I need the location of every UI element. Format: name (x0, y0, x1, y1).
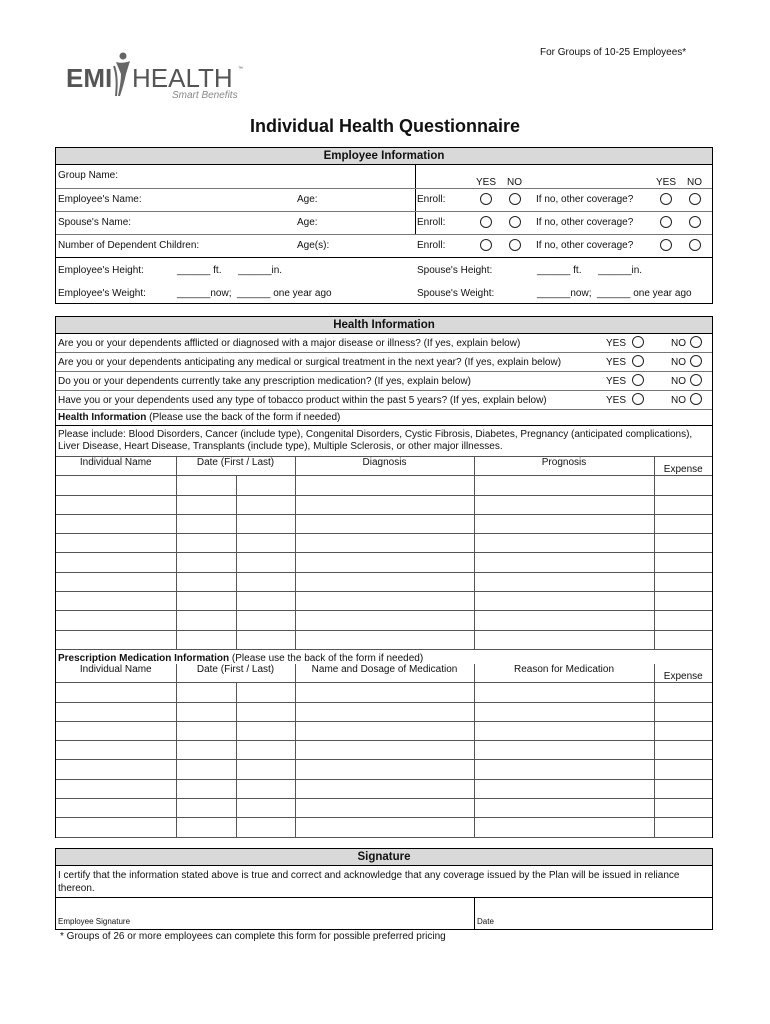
cell[interactable] (654, 476, 712, 495)
rx-note-row (56, 650, 712, 678)
cell[interactable] (176, 741, 236, 760)
cell[interactable] (56, 553, 176, 572)
yes-header-2: YES (656, 177, 677, 188)
cell[interactable] (176, 818, 236, 837)
page-title: Individual Health Questionnaire (249, 116, 521, 136)
question-row (56, 334, 712, 353)
dependents-coverage-no-radio[interactable] (689, 239, 701, 251)
cell[interactable] (236, 495, 295, 514)
spouse-name-row (56, 212, 712, 235)
table-row (56, 630, 712, 649)
table-row (56, 514, 712, 533)
cell[interactable] (474, 799, 654, 818)
health-info-note-text: (Please use the back of the form if needed) (149, 412, 341, 423)
col-date: Date (First / Last) (176, 457, 295, 476)
table-row (56, 572, 712, 591)
group-size-note: For Groups of 10-25 Employees* (540, 47, 687, 58)
please-include-text: Please include: Blood Disorders, Cancer (include type), Congenital Disorders, Cystic Fibrosis, Diabetes, Pregnancy (anticipated complications), (58, 429, 693, 440)
health-information-section (55, 316, 713, 838)
date-field[interactable] (477, 898, 707, 928)
rx-col-expense: Expense (654, 664, 712, 683)
svg-text:EMI: EMI (66, 63, 113, 93)
weight-row (56, 281, 712, 303)
cell[interactable] (176, 779, 236, 798)
cell[interactable] (236, 702, 295, 721)
signature-section (55, 848, 713, 930)
spouse-name-label: Spouse's Name: (58, 217, 132, 228)
cell[interactable] (176, 534, 236, 553)
cell[interactable] (474, 553, 654, 572)
employee-enroll-label: Enroll: (417, 194, 446, 205)
spouse-coverage-yes-radio[interactable] (660, 216, 672, 228)
spouse-age-label: Age: (297, 217, 318, 228)
diagnosis-table (56, 456, 712, 650)
cell[interactable] (295, 760, 474, 779)
cell[interactable] (295, 818, 474, 837)
cell[interactable] (176, 630, 236, 649)
dependents-enroll-yes-radio[interactable] (480, 239, 492, 251)
group-name-label: Group Name: (58, 170, 119, 181)
employee-signature-label: Employee Signature (58, 917, 131, 926)
spouse-coverage-no-radio[interactable] (689, 216, 701, 228)
employee-enroll-yes-radio[interactable] (480, 193, 492, 205)
cell[interactable] (474, 702, 654, 721)
question-row (56, 353, 712, 372)
cell[interactable] (654, 702, 712, 721)
cell[interactable] (236, 683, 295, 702)
dependents-label: Number of Dependent Children: (58, 240, 200, 251)
no-header: NO (507, 177, 522, 188)
cell[interactable] (176, 572, 236, 591)
please-include-text-2: Liver Disease, Heart Disease, Transplants (include type), Multiple Sclerosis, or other major illnesses. (58, 441, 503, 452)
cell[interactable] (295, 553, 474, 572)
cell[interactable] (236, 818, 295, 837)
cell[interactable] (295, 611, 474, 630)
cell[interactable] (176, 721, 236, 740)
signature-row (56, 898, 712, 929)
cell[interactable] (654, 683, 712, 702)
cell[interactable] (654, 630, 712, 649)
cell[interactable] (474, 514, 654, 533)
cell[interactable] (474, 630, 654, 649)
cell[interactable] (654, 514, 712, 533)
cell[interactable] (56, 476, 176, 495)
health-information-heading: Health Information (56, 317, 712, 334)
cell[interactable] (474, 741, 654, 760)
cell[interactable] (56, 514, 176, 533)
employee-coverage-yes-radio[interactable] (660, 193, 672, 205)
cell[interactable] (236, 760, 295, 779)
question-row (56, 391, 712, 410)
diagnosis-header-row (56, 457, 712, 476)
question-3-no-label: NO (671, 376, 686, 387)
table-row (56, 702, 712, 721)
col-expense: Expense (654, 457, 712, 476)
cell[interactable] (295, 721, 474, 740)
health-info-subtitle: Health Information (58, 412, 147, 423)
no-header-2: NO (687, 177, 702, 188)
please-include-row (56, 426, 712, 456)
cell[interactable] (295, 592, 474, 611)
col-diagnosis: Diagnosis (295, 457, 474, 476)
date-label: Date (477, 917, 494, 926)
cell[interactable] (236, 799, 295, 818)
question-1-text: Are you or your dependents afflicted or diagnosed with a major disease or illness? (If yes, explain below) (58, 338, 521, 349)
cell[interactable] (176, 611, 236, 630)
rx-note (58, 653, 423, 664)
spouse-height-value[interactable]: ______ ft. ______in. (537, 265, 643, 276)
cell[interactable] (654, 572, 712, 591)
cell[interactable] (295, 572, 474, 591)
cell[interactable] (474, 495, 654, 514)
svg-text:HEALTH: HEALTH (132, 63, 233, 93)
question-2-yes-label: YES (606, 357, 627, 368)
employee-information-section (55, 147, 713, 304)
table-row (56, 818, 712, 837)
cell[interactable] (474, 611, 654, 630)
cell[interactable] (474, 721, 654, 740)
table-row (56, 534, 712, 553)
cell[interactable] (474, 534, 654, 553)
employee-name-label: Employee's Name: (58, 194, 142, 205)
cell[interactable] (236, 721, 295, 740)
cell[interactable] (176, 683, 236, 702)
question-2-yes-radio[interactable] (632, 355, 644, 367)
cell[interactable] (56, 611, 176, 630)
yes-header: YES (476, 177, 497, 188)
employee-weight-value[interactable]: ______now; ______ one year ago (177, 288, 332, 299)
rx-note-text: (Please use the back of the form if needed) (231, 652, 424, 664)
cell[interactable] (295, 779, 474, 798)
table-row (56, 760, 712, 779)
cell[interactable] (295, 630, 474, 649)
footnote: * Groups of 26 or more employees can complete this form for possible preferred pricing (60, 931, 446, 942)
table-row (56, 553, 712, 572)
cell[interactable] (654, 553, 712, 572)
col-prognosis: Prognosis (474, 457, 654, 476)
cell[interactable] (654, 799, 712, 818)
cell[interactable] (236, 553, 295, 572)
cell[interactable] (295, 495, 474, 514)
emi-health-logo (66, 52, 256, 100)
cell[interactable] (176, 495, 236, 514)
question-4-text: Have you or your dependents used any type of tobacco product within the past 5 years? (If yes, explain below) (58, 395, 547, 406)
spouse-height-label: Spouse's Height: (417, 265, 493, 276)
employee-height-value[interactable]: ______ ft. ______in. (177, 265, 283, 276)
prescription-table (56, 664, 712, 838)
spouse-enroll-yes-radio[interactable] (480, 216, 492, 228)
cell[interactable] (654, 721, 712, 740)
cell[interactable] (654, 611, 712, 630)
cell[interactable] (236, 779, 295, 798)
cell[interactable] (56, 683, 176, 702)
employee-height-label: Employee's Height: (58, 265, 144, 276)
cell[interactable] (236, 592, 295, 611)
certify-text: I certify that the information stated above is true and correct and acknowledge that any coverage issued by the Plan will be issued in reliance (58, 870, 680, 881)
cell[interactable] (176, 514, 236, 533)
cell[interactable] (56, 630, 176, 649)
rx-col-individual-name: Individual Name (56, 664, 176, 683)
question-1-yes-label: YES (606, 338, 627, 349)
question-3-yes-radio[interactable] (632, 374, 644, 386)
employee-coverage-label: If no, other coverage? (536, 194, 634, 205)
question-4-no-label: NO (671, 395, 686, 406)
cell[interactable] (236, 572, 295, 591)
dependents-ages-label: Age(s): (297, 240, 330, 251)
question-2-no-radio[interactable] (690, 355, 702, 367)
question-4-yes-label: YES (606, 395, 627, 406)
cell[interactable] (56, 592, 176, 611)
dependents-enroll-no-radio[interactable] (509, 239, 521, 251)
cell[interactable] (474, 760, 654, 779)
cell[interactable] (654, 495, 712, 514)
cell[interactable] (176, 702, 236, 721)
svg-text:Smart Benefits: Smart Benefits (172, 90, 238, 100)
question-1-no-label: NO (671, 338, 686, 349)
group-name-row (56, 165, 712, 189)
cell[interactable] (236, 630, 295, 649)
cell[interactable] (56, 818, 176, 837)
cell[interactable] (295, 683, 474, 702)
table-row (56, 799, 712, 818)
table-row (56, 779, 712, 798)
question-2-no-label: NO (671, 357, 686, 368)
dependents-enroll-label: Enroll: (417, 240, 446, 251)
question-2-text: Are you or your dependents anticipating any medical or surgical treatment in the next year? (If yes, explain below) (58, 357, 562, 368)
cell[interactable] (236, 611, 295, 630)
cell[interactable] (236, 534, 295, 553)
employee-name-row (56, 189, 712, 212)
cell[interactable] (295, 702, 474, 721)
cell[interactable] (474, 818, 654, 837)
table-row (56, 741, 712, 760)
cell[interactable] (295, 799, 474, 818)
question-3-text: Do you or your dependents currently take any prescription medication? (If yes, explain below) (58, 376, 471, 387)
rx-col-reason: Reason for Medication (474, 664, 654, 683)
cell[interactable] (654, 760, 712, 779)
employee-coverage-no-radio[interactable] (689, 193, 701, 205)
table-row (56, 721, 712, 740)
employee-weight-label: Employee's Weight: (58, 288, 146, 299)
cell[interactable] (474, 572, 654, 591)
cell[interactable] (295, 476, 474, 495)
question-1-yes-radio[interactable] (632, 336, 644, 348)
signature-heading: Signature (56, 849, 712, 866)
dependents-coverage-label: If no, other coverage? (536, 240, 634, 251)
employee-age-label: Age: (297, 194, 318, 205)
svg-text:™: ™ (238, 66, 243, 72)
cell[interactable] (474, 683, 654, 702)
cell[interactable] (56, 760, 176, 779)
cell[interactable] (654, 741, 712, 760)
spouse-enroll-label: Enroll: (417, 217, 446, 228)
spouse-coverage-label: If no, other coverage? (536, 217, 634, 228)
cell[interactable] (176, 553, 236, 572)
question-row (56, 372, 712, 391)
cell[interactable] (56, 779, 176, 798)
cell[interactable] (654, 818, 712, 837)
cell[interactable] (56, 702, 176, 721)
table-row (56, 495, 712, 514)
cell[interactable] (236, 476, 295, 495)
rx-subtitle: Prescription Medication Information (58, 652, 230, 664)
certify-text-2: thereon. (58, 883, 95, 894)
table-row (56, 683, 712, 702)
question-1-no-radio[interactable] (690, 336, 702, 348)
spouse-weight-label: Spouse's Weight: (417, 288, 495, 299)
employee-enroll-no-radio[interactable] (509, 193, 521, 205)
table-row (56, 476, 712, 495)
cell[interactable] (654, 779, 712, 798)
spouse-weight-value[interactable]: ______now; ______ one year ago (537, 288, 692, 299)
cell[interactable] (654, 592, 712, 611)
employee-signature-field[interactable] (58, 898, 468, 928)
cell[interactable] (474, 779, 654, 798)
cell[interactable] (176, 476, 236, 495)
height-row (56, 258, 712, 281)
table-row (56, 611, 712, 630)
cell[interactable] (474, 476, 654, 495)
cell[interactable] (56, 799, 176, 818)
col-individual-name: Individual Name (56, 457, 176, 476)
dependents-row (56, 235, 712, 258)
certify-row (56, 866, 712, 898)
cell[interactable] (236, 741, 295, 760)
rx-col-date: Date (First / Last) (176, 664, 295, 683)
question-3-no-radio[interactable] (690, 374, 702, 386)
cell[interactable] (236, 514, 295, 533)
health-info-note (58, 412, 340, 423)
cell[interactable] (295, 741, 474, 760)
dependents-coverage-yes-radio[interactable] (660, 239, 672, 251)
cell[interactable] (56, 534, 176, 553)
cell[interactable] (295, 534, 474, 553)
spouse-enroll-no-radio[interactable] (509, 216, 521, 228)
table-row (56, 592, 712, 611)
cell[interactable] (176, 592, 236, 611)
question-4-no-radio[interactable] (690, 393, 702, 405)
cell[interactable] (295, 514, 474, 533)
question-3-yes-label: YES (606, 376, 627, 387)
rx-col-name-dosage: Name and Dosage of Medication (295, 664, 474, 683)
cell[interactable] (176, 760, 236, 779)
cell[interactable] (654, 534, 712, 553)
question-4-yes-radio[interactable] (632, 393, 644, 405)
cell[interactable] (474, 592, 654, 611)
cell[interactable] (56, 741, 176, 760)
cell[interactable] (56, 721, 176, 740)
health-info-note-row (56, 410, 712, 426)
cell[interactable] (56, 572, 176, 591)
cell[interactable] (176, 799, 236, 818)
cell[interactable] (56, 495, 176, 514)
employee-information-heading: Employee Information (56, 148, 712, 165)
